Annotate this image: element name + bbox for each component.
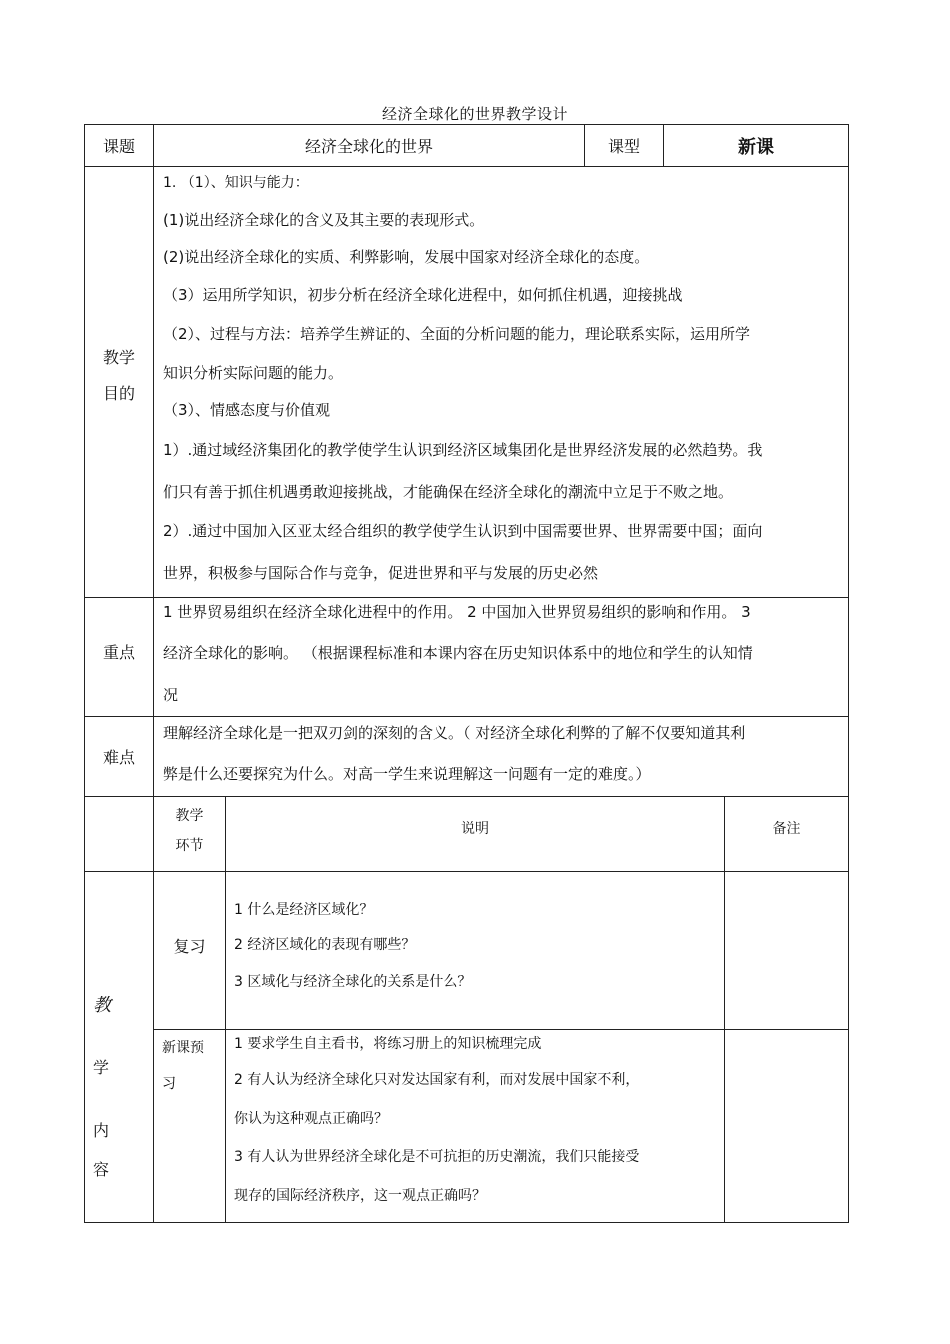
objective-line: 们只有善于抓住机遇勇敢迎接挑战，才能确保在经济全球化的潮流中立足于不败之地。: [163, 483, 734, 501]
content-side-label-4: 容: [93, 1160, 110, 1179]
topic-label: 课题: [102, 137, 135, 156]
type-label: 课型: [607, 137, 640, 156]
type-value: 新课: [738, 136, 774, 158]
preview-line: 3 有人认为世界经济全球化是不可抗拒的历史潮流，我们只能接受: [234, 1149, 640, 1165]
document-title: 经济全球化的世界教学设计: [381, 105, 568, 123]
stage-header: [154, 801, 225, 861]
review-line: 1 什么是经济区域化？: [234, 902, 374, 918]
preview-stage: [162, 1030, 204, 1102]
key-points-line: 况: [163, 686, 179, 704]
objective-line: 2）.通过中国加入区亚太经合组织的教学使学生认识到中国需要世界、世界需要中国；面向: [163, 522, 763, 540]
border-row5: [84, 871, 849, 872]
notes-header: 备注: [772, 821, 801, 837]
border-row6: [153, 1029, 849, 1030]
difficulties-label: 难点: [102, 748, 135, 767]
objective-line: (2)说出经济全球化的实质、利弊影响，发展中国家对经济全球化的态度。: [163, 248, 650, 266]
border-row2: [84, 597, 849, 598]
key-points-line: 1 世界贸易组织在经济全球化进程中的作用。 2 中国加入世界贸易组织的影响和作用。 3: [163, 603, 751, 621]
objective-line: (1)说出经济全球化的含义及其主要的表现形式。: [163, 211, 485, 229]
stage-header-line1: 教学: [175, 808, 204, 824]
stage-header-line2: 环节: [175, 838, 204, 854]
preview-stage-line1: 新课预: [162, 1040, 204, 1056]
key-points-label: 重点: [102, 642, 135, 662]
border-right: [848, 124, 849, 1223]
objective-line: （3）运用所学知识，初步分析在经济全球化进程中，如何抓住机遇，迎接挑战: [163, 286, 683, 304]
preview-line: 现存的国际经济秩序，这一观点正确吗？: [234, 1188, 486, 1204]
objective-line: 世界，积极参与国际合作与竞争，促进世界和平与发展的历史必然: [163, 564, 599, 582]
topic-value: 经济全球化的世界: [304, 137, 433, 156]
content-side-label-2: 学: [93, 1058, 110, 1077]
objectives-label: [85, 340, 153, 412]
review-stage: 复习: [173, 936, 206, 956]
objective-line: （3）、情感态度与价值观: [163, 401, 331, 419]
border-row1: [84, 166, 849, 167]
objectives-label-line2: 目的: [102, 384, 135, 403]
objectives-label-line1: 教学: [102, 348, 135, 367]
preview-line: 1 要求学生自主看书，将练习册上的知识梳理完成: [234, 1036, 542, 1052]
border-notes-col: [724, 796, 725, 1223]
border-bottom: [84, 1222, 849, 1223]
objective-line: （2）、过程与方法：培养学生辨证的、全面的分析问题的能力，理论联系实际，运用所学: [163, 325, 751, 343]
objective-line: 知识分析实际问题的能力。: [163, 364, 344, 382]
difficulties-line: 理解经济全球化是一把双刃剑的深刻的含义。（ 对经济全球化利弊的了解不仅要知道其利: [163, 724, 746, 742]
preview-stage-line2: 习: [162, 1076, 176, 1092]
border-row3: [84, 716, 849, 717]
content-side-label-1: 教: [93, 995, 111, 1016]
review-line: 2 经济区域化的表现有哪些？: [234, 937, 416, 953]
review-line: 3 区域化与经济全球化的关系是什么？: [234, 974, 472, 990]
objective-line: 1. （1）、知识与能力：: [163, 175, 309, 191]
objective-line: 1）.通过域经济集团化的教学使学生认识到经济区域集团化是世界经济发展的必然趋势。我: [163, 441, 763, 459]
difficulties-line: 弊是什么还要探究为什么。对高一学生来说理解这一问题有一定的难度。）: [163, 765, 651, 783]
description-header: 说明: [461, 821, 489, 837]
preview-line: 你认为这种观点正确吗？: [234, 1111, 388, 1127]
content-side-label-3: 内: [93, 1121, 110, 1140]
border-label-col: [153, 124, 154, 1223]
key-points-line: 经济全球化的影响。 （根据课程标准和本课内容在历史知识体系中的地位和学生的认知情: [163, 644, 753, 662]
preview-line: 2 有人认为经济全球化只对发达国家有利，而对发展中国家不利，: [234, 1072, 640, 1088]
border-stage-col: [225, 796, 226, 1223]
